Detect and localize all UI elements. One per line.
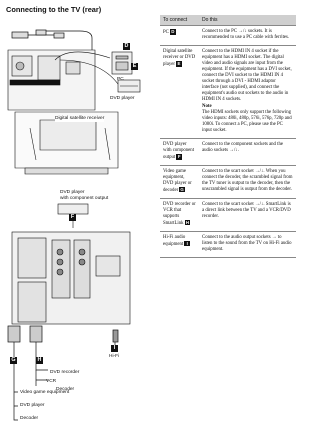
label-digital-satellite: Digital satellite receiver — [55, 116, 105, 121]
row-badge: I — [184, 241, 190, 247]
pc-cable — [12, 30, 92, 52]
row-device: Digital satellite receiver or DVD player E — [160, 46, 199, 139]
row-badge: G — [180, 186, 184, 192]
row-action: Connect to the HDMI IN 4 socket if the equipment has a HDMI socket. The digital video and audio signals are input from the equipment. If the equipment has a DVI socket, connect the DVI socket to the HDMI IN 4 socket through a DVI - HDMI adaptor interface (not supplied), and connect the equipment's audio out sockets to the audio in HDMI IN 4 sockets. Note The HDMI sockets only support the following video inputs: 480i, 480p, 576i, 576p, 720p and 1080i. To connect a PC, please use the PC input socket. — [199, 46, 296, 139]
label-decoder-1: Decoder — [56, 387, 75, 392]
row-badge: F — [177, 154, 181, 159]
badge-g: G — [11, 357, 16, 363]
badge-i: I — [111, 345, 118, 352]
label-dvd-recorder: DVD recorder — [50, 370, 80, 375]
row-action: Connect to the component sockets and the audio sockets →/↓. — [199, 139, 296, 166]
badge-e: E — [132, 63, 137, 69]
table-row — [160, 46, 296, 139]
row-action: Connect to the audio output sockets → to listen to the sound from the TV on Hi-Fi audio equipment. — [199, 231, 296, 257]
row-device: Hi-Fi audio equipment I — [160, 231, 199, 257]
header-to-connect: To connect — [160, 15, 199, 26]
table-row — [160, 139, 296, 166]
connection-diagram — [0, 0, 160, 426]
pc-icon — [112, 52, 132, 74]
label-video-game: Video game equipment — [20, 390, 70, 395]
row-device: DVD player with component output F — [160, 139, 199, 166]
row-badge: E — [177, 61, 181, 66]
table-row — [160, 26, 296, 46]
row-device: Video game equipment, DVD player or decoder G — [160, 165, 199, 198]
tv-rear-top — [8, 50, 118, 110]
row-badge: D — [171, 29, 175, 34]
table-row — [160, 231, 296, 257]
label-hifi: Hi-Fi — [109, 354, 120, 359]
table-header-row — [160, 15, 296, 26]
table-row — [160, 198, 296, 231]
note-title: Note — [202, 104, 212, 109]
label-vcr: VCR — [46, 379, 57, 384]
label-dvd-player-g: DVD player — [20, 403, 45, 408]
row-action: Connect to the scart socket →/↓. When you connect the decoder, the scrambled signal from the TV tuner is output to the decoder, then the unscrambled signal is output from the decoder. — [199, 165, 296, 198]
page-title: Connecting to the TV (rear) — [6, 5, 102, 14]
header-do-this: Do this — [199, 15, 296, 26]
label-dvd-component: DVD player with component output — [60, 190, 109, 201]
row-action: Connect to the scart socket →/↓. SmartLink is a direct link between the TV and a VCR/DVD recorder. — [199, 198, 296, 231]
row-device: PC D — [160, 26, 199, 46]
connection-table — [160, 15, 296, 258]
label-dvd-player-e: DVD player — [110, 96, 135, 101]
tv-rear-bottom — [12, 232, 130, 324]
label-pc: PC — [117, 77, 124, 82]
row-device: DVD recorder or VCR that supports SmartLink H — [160, 198, 199, 231]
row-action: Connect to the PC →/↓ sockets. It is recommended to use a PC cable with ferrites. — [199, 26, 296, 46]
label-decoder-2: Decoder — [20, 416, 39, 421]
badge-f: F — [70, 214, 75, 220]
row-badge: H — [185, 219, 190, 225]
badge-d: D — [124, 43, 129, 49]
table-row — [160, 165, 296, 198]
note-text: The HDMI sockets only support the following video inputs: 480i, 480p, 576i, 576p, 720p and 1080i. To connect a PC, please use the PC input socket. — [202, 110, 292, 133]
badge-h: H — [37, 357, 42, 363]
